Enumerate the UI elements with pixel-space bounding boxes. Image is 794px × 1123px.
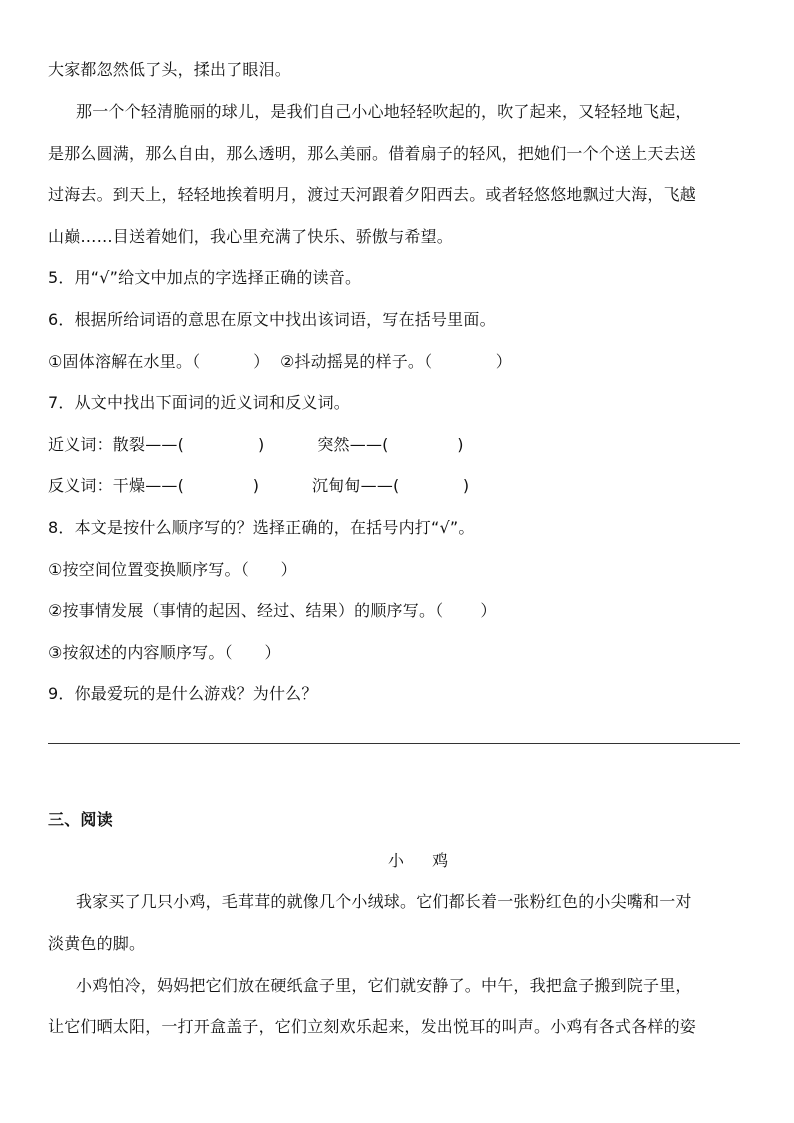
story-line-2: 淡黄色的脚。 xyxy=(48,934,146,953)
passage-line-2: 那一个个轻清脆丽的球儿，是我们自己小心地轻轻吹起的，吹了起来，又轻轻地飞起， xyxy=(76,102,692,121)
question-7: 7．从文中找出下面词的近义词和反义词。 xyxy=(48,393,350,412)
question-9: 9．你最爱玩的是什么游戏？为什么？ xyxy=(48,684,318,703)
story-title: 小 鸡 xyxy=(388,851,455,870)
story-line-1: 我家买了几只小鸡，毛茸茸的就像几个小绒球。它们都长着一张粉红色的小尖嘴和一对 xyxy=(76,892,692,911)
question-7-antonyms: 反义词：干燥——( ) 沉甸甸——( ) xyxy=(48,476,470,495)
story-line-4: 让它们晒太阳，一打开盒盖子，它们立刻欢乐起来，发出悦耳的叫声。小鸡有各式各样的姿 xyxy=(48,1017,697,1036)
question-8-option-1: ①按空间位置变换顺序写。（ ） xyxy=(48,560,297,579)
passage-line-1: 大家都忽然低了头，揉出了眼泪。 xyxy=(48,60,292,79)
passage-line-5: 山巅……目送着她们，我心里充满了快乐、骄傲与希望。 xyxy=(48,227,454,246)
question-6-items: ①固体溶解在水里。（ ） ②抖动摇晃的样子。（ ） xyxy=(48,352,512,371)
question-7-synonyms: 近义词：散裂——( ) 突然——( ) xyxy=(48,435,464,454)
question-8-option-2: ②按事情发展（事情的起因、经过、结果）的顺序写。（ ） xyxy=(48,601,497,620)
section-heading: 三、阅读 xyxy=(48,810,113,829)
story-line-3: 小鸡怕冷，妈妈把它们放在硬纸盒子里，它们就安静了。中午，我把盒子搬到院子里， xyxy=(76,976,692,995)
question-8-option-3: ③按叙述的内容顺序写。（ ） xyxy=(48,643,281,662)
answer-line xyxy=(48,743,740,744)
passage-line-4: 过海去。到天上，轻轻地挨着明月，渡过天河跟着夕阳西去。或者轻悠悠地飘过大海，飞越 xyxy=(48,185,697,204)
passage-line-3: 是那么圆满，那么自由，那么透明，那么美丽。借着扇子的轻风，把她们一个个送上天去送 xyxy=(48,144,697,163)
question-5: 5．用“√”给文中加点的字选择正确的读音。 xyxy=(48,268,362,287)
question-8: 8．本文是按什么顺序写的？选择正确的，在括号内打“√”。 xyxy=(48,518,475,537)
question-6: 6．根据所给词语的意思在原文中找出该词语，写在括号里面。 xyxy=(48,310,496,329)
